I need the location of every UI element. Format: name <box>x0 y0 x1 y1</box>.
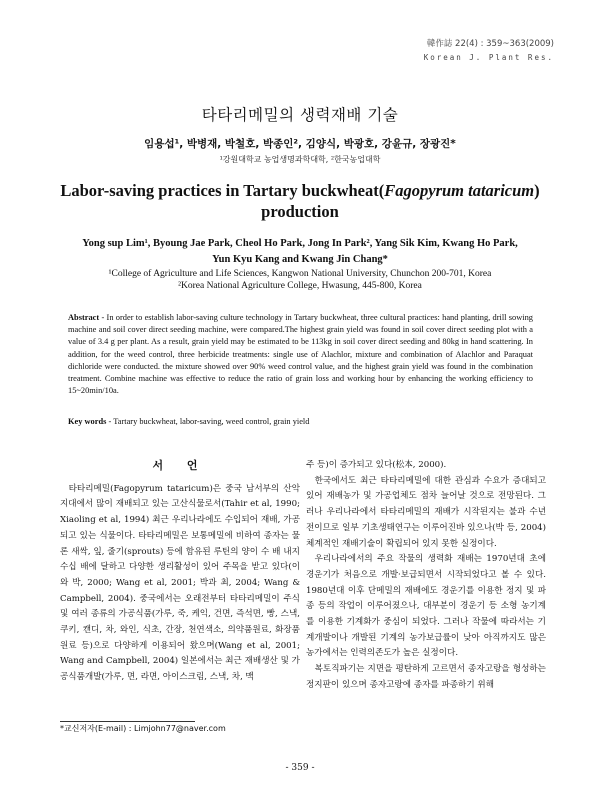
english-affiliation-2: ²Korea National Agriculture College, Hwasung, 445-800, Korea <box>178 281 422 291</box>
abstract <box>68 312 533 397</box>
abstract-text: - In order to establish labor-saving culture technology in Tartary buckwheat, three cultural practices: hand planting, drill sowing machine and soil cover direct seeding machine, were compared.The highest grain yield was found in soil cover direct seeding plot with a value of 3.4 g per plant. As a result, grain yield may be estimated to be 113kg in soil cover direct seeding and 80kg in hand scattering. In addition, for the weed control, three herbicide treatments: single use of Alachlor, mixture and combination of Alachlor and Paraquat dichloride were conducted. the mixture showed over 90% weed control value, and the highest grain yield was found in the combination treatment. Combine machine was effective to reduce the ratio of grain loss and working hour by enhancing the working efficiency to 15~20min/10a. <box>68 313 533 396</box>
korean-affiliation: ¹강원대학교 농업생명과학대학, ²한국농업대학 <box>219 155 381 164</box>
english-authors-line1: Yong sup Lim¹, Byoung Jae Park, Cheol Ho Park, Jong In Park², Yang Sik Kim, Kwang Ho Park, <box>82 238 518 249</box>
body-paragraph: 타타리메밀(Fagopyrum tataricum)은 중국 남서부의 산악지대에서 많이 재배되고 있는 고산식물로서(Tahir et al, 1990; Xiaoling et al, 1994) 최근 우리나라에도 수입되어 재배, 가공되고 있는 식물이다. 타타리메밀은 보통메밀에 비하여 종자는 물론 새싹, 잎, 줄기(sprouts) 등에 함유된 루틴의 양이 수 배 내지 수십 배에 달하고 다양한 생리활성이 있어 주목을 받고 있다(이와 박, 2000; Wang et al, 2001; 박과 최, 2004; Wang & Campbell, 2004). 중국에서는 오래전부터 타타리메밀이 주식 및 여러 종류의 가공식품(가루, 죽, 케익, 건면, 즉석면, 빵, 스낵, 쿠키, 캔디, 차, 와인, 식초, 간장, 천연색소, 의약품원료, 화장품원료 등)으로 다양하게 이용되어 왔으며(Wang et al, 2001; Wang and Campbell, 2004) 일본에서는 최근 재배생산 및 가공식품개발(가루, 면, 라면, 아이스크림, 스낵, 차, 맥 <box>60 483 300 683</box>
abstract-label: Abstract <box>68 313 100 322</box>
body-paragraph: 주 등)이 증가되고 있다(松本, 2000). <box>306 460 447 470</box>
journal-citation: 韓作誌 22(4) : 359~363(2009) <box>426 39 554 49</box>
korean-authors: 임용섭¹, 박병재, 박철호, 박종인², 김양식, 박광호, 강윤규, 장광진* <box>144 138 456 150</box>
body-paragraph: 복토직파기는 지면을 평탄하게 고르면서 종자고랑을 형성하는 정지판이 있으며 종자고랑에 종자를 파종하기 위해 <box>306 664 546 690</box>
keywords-text: - Tartary buckwheat, labor-saving, weed control, grain yield <box>106 417 310 426</box>
page-number: - 359 - <box>285 763 315 773</box>
english-authors <box>40 236 560 268</box>
corresponding-author: *교신저자(E-mail) : Limjohn77@naver.com <box>60 724 226 733</box>
english-title <box>40 180 560 222</box>
korean-title: 타타리메밀의 생력재배 기술 <box>201 106 399 124</box>
english-authors-line2: Yun Kyu Kang and Kwang Jin Chang* <box>212 254 388 265</box>
keywords-label: Key words <box>68 417 107 426</box>
footnote-divider <box>60 721 195 722</box>
journal-name: Korean J. Plant Res. <box>423 53 554 62</box>
body-paragraph: 우리나라에서의 주요 작물의 생력화 재배는 1970년대 초에 경운기가 처음으로 개발·보급되면서 시작되었다고 볼 수 있다. 1980년대 이후 단메밀의 재배에도 경운기를 이용한 정지 및 파종 등의 작업이 이루어졌으나, 대부분이 경운기 등 소형 농기계를 이용한 기계화가 중심이 되었다. 그러나 작물에 따라서는 기계개발이나 개발된 기계의 농가보급률이 낮아 아직까지도 많은 농가에서는 인력의존도가 높은 실정이다. <box>306 554 546 659</box>
english-affiliation-1: ¹College of Agriculture and Life Sciences, Kangwon National University, Chunchon 200-701, Korea <box>108 269 492 279</box>
english-title-species: Fagopyrum tataricum <box>384 181 535 200</box>
english-affiliations <box>40 268 560 292</box>
english-title-line2: production <box>261 202 339 221</box>
right-column <box>306 458 546 694</box>
keywords <box>68 417 533 426</box>
body-paragraph: 한국에서도 최근 타타리메밀에 대한 관심과 수요가 증대되고 있어 재배농가 및 가공업체도 점차 늘어날 것으로 전망된다. 그러나 우리나라에서 타타리메밀의 재배가 시작된지는 불과 수년 전이므로 일부 기초생태연구는 이루어진바 있으나(박 등, 2004) 체계적인 재배기술이 확립되어 있지 못한 실정이다. <box>306 475 546 549</box>
english-title-end: ) <box>534 181 540 200</box>
left-column <box>60 458 300 686</box>
journal-citation-block <box>424 38 554 64</box>
english-title-start: Labor-saving practices in Tartary buckwheat( <box>60 181 385 200</box>
section-heading: 서 언 <box>152 459 208 472</box>
